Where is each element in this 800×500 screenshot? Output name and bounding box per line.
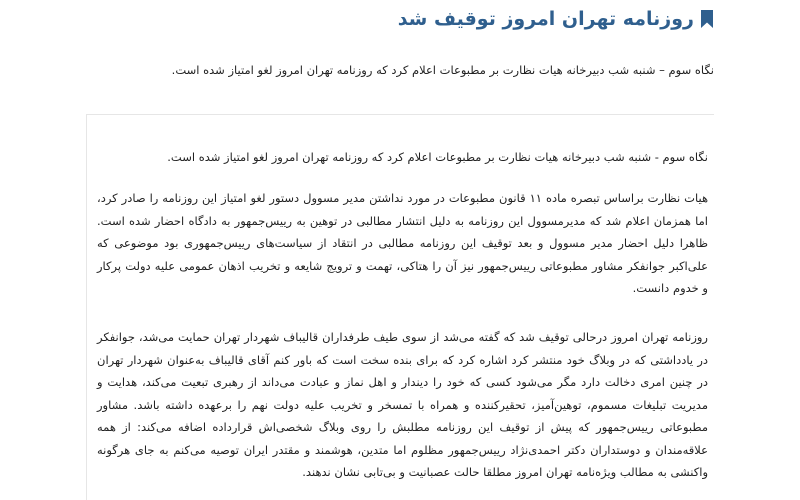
bookmark-icon — [700, 9, 714, 29]
article-title[interactable]: روزنامه تهران امروز توقیف شد — [397, 8, 694, 30]
article-paragraph: روزنامه تهران امروز درحالی توقیف شد که گفته می‌شد از سوی طیف طرفداران قالیباف شهردار تهران حمایت می‌شد، جوانفکر در یادداشتی که در وبلاگ خود منتشر کرد اشاره کرد که برای بنده سخت است که باور کنم آقای قالیباف به‌عنوان شهردار تهران در چنین امری دخالت دارد مگر می‌شود کسی که خود را دیندار و اهل نماز و عبادت می‌داند از رهبری تبعیت می‌کند، هدایت و مدیریت تبلیغات مسموم، توهین‌آمیز، تحقیرکننده و همراه با تمسخر و تخریب علیه دولت نهم را برعهده داشته باشد. مشاور مطبوعاتی رییس‌جمهور که پیش از توقیف این روزنامه مطلبش را روی وبلاگ شخصی‌اش قرارداده اضافه می‌کند: از همه علاقه‌مندان و دوستداران دکتر احمدی‌نژاد رییس‌جمهور مظلوم اما متدین، هوشمند و مقتدر ایران توصیه می‌کنم به جای هرگونه واکنشی به مطالب ویژه‌نامه تهران امروز مطلقا حالت عصبانیت و بی‌تابی نشان ندهند. — [97, 330, 708, 479]
article-paragraph: هیات نظارت براساس تبصره ماده ۱۱ قانون مطبوعات در مورد نداشتن مدیر مسوول دستور لغو امتیاز این روزنامه را صادر کرد، اما همزمان اعلام شد که مدیرمسوول این روزنامه به دلیل انتشار مطالبی در توهین به رییس‌جمهور به دادگاه احضار شده است. ظاهرا دلیل احضار مدیر مسوول و بعد توقیف این روزنامه مطالبی در انتقاد از سیاست‌های رییس‌جمهوری بود موضوعی که علی‌اکبر جوانفکر مشاور مطبوعاتی رییس‌جمهور نیز آن را هتاکی، تهمت و ترویج شایعه و تخریب اذهان عمومی علیه دولت پرکار و خدوم دانست. — [97, 191, 709, 295]
article-lead: نگاه سوم – شنبه شب دبیرخانه هیات نظارت بر مطبوعات اعلام کرد که روزنامه تهران امروز لغو امتیاز شده است. — [171, 63, 714, 77]
article-header — [398, 8, 714, 30]
article-body — [86, 114, 714, 500]
article-paragraph: نگاه سوم - شنبه شب دبیرخانه هیات نظارت بر مطبوعات اعلام کرد که روزنامه تهران امروز لغو امتیاز شده است. — [167, 150, 708, 164]
